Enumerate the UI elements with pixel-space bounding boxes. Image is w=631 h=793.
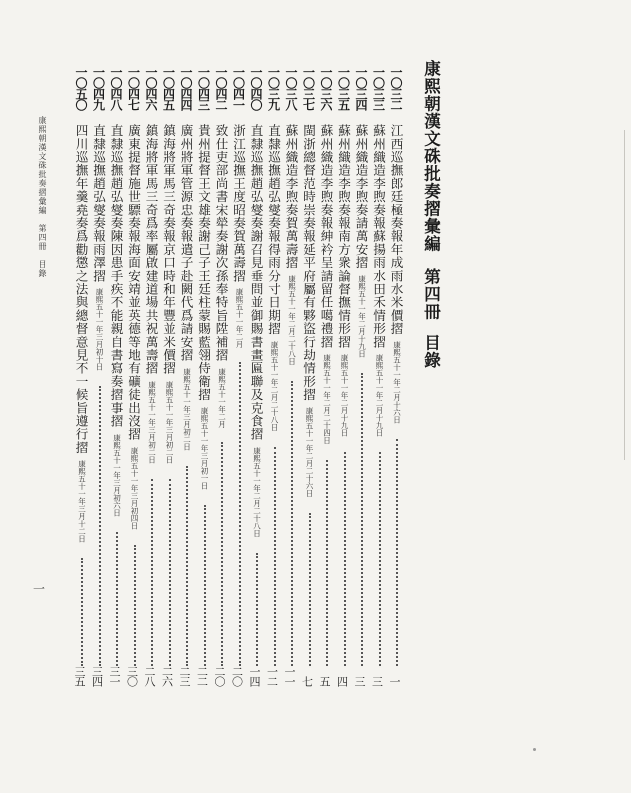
dot-leader	[361, 373, 363, 666]
entry-page: 二三	[178, 666, 191, 686]
entry-page: 二八	[143, 666, 156, 686]
dot-leader	[379, 452, 381, 666]
dot-leader	[326, 460, 328, 666]
toc-entry	[231, 66, 250, 686]
entry-date: 康熙五十一年二月二十八日	[252, 446, 262, 537]
entry-number: 一〇三四	[354, 66, 368, 110]
toc-entry	[196, 66, 215, 686]
toc-entry	[178, 66, 197, 686]
running-footer: 康熙朝漢文硃批奏摺彙編 第四冊 目錄	[38, 116, 47, 278]
toc-entry	[248, 66, 267, 686]
entry-date: 康熙五十一年二月	[217, 367, 227, 428]
dot-leader	[99, 386, 101, 666]
entry-title: 直隸巡撫趙弘燮奏報雨澤摺	[91, 124, 107, 283]
entry-date: 康熙五十一年二月二十八日	[270, 341, 279, 432]
entry-title: 蘇州織造李煦奏賀萬壽摺	[283, 124, 299, 270]
entry-title: 直隸巡撫趙弘燮奏陳因患手疾不能親自書寫奏摺事摺	[108, 124, 124, 428]
entry-title: 蘇州織造李煦奏報蘇揚雨水田禾情形摺	[371, 124, 387, 349]
entry-date: 康熙五十一年二月二十六日	[305, 407, 314, 498]
entry-date: 康熙五十一年二月十六日	[392, 341, 402, 424]
entry-page: 二〇	[213, 666, 226, 686]
entry-date: 康熙五十一年三月初四日	[130, 446, 139, 530]
entry-page: 四	[335, 676, 349, 686]
toc-entry	[371, 66, 390, 686]
entry-date: 康熙五十一年三月初二日	[165, 380, 174, 464]
toc-entry	[388, 66, 407, 686]
entry-title: 直隸巡撫趙弘燮奏報得雨分寸日期摺	[266, 124, 282, 336]
volume-label: 第四冊	[421, 268, 441, 321]
toc-entry	[126, 66, 145, 686]
dot-leader	[116, 532, 118, 666]
page-number: 一	[33, 582, 46, 596]
book-title: 康熙朝漢文硃批奏摺彙編	[421, 60, 441, 253]
entry-title: 蘇州織造李煦奏請萬安摺	[353, 124, 369, 270]
entry-title: 致仕吏部尚書宋犖奏謝次孫奉特旨陞補摺	[213, 124, 229, 362]
entry-title: 四川巡撫年羹堯奏爲勸懲之法與總督意見不一候旨遵行摺	[73, 124, 89, 454]
entry-date: 康熙五十一年二月二十四日	[322, 354, 332, 445]
toc-entry	[108, 66, 127, 686]
entry-page: 一二	[265, 666, 279, 686]
entry-number: 一〇四四	[179, 66, 193, 110]
toc-entry	[266, 66, 285, 686]
dot-leader	[256, 553, 258, 666]
entry-page: 二二	[195, 666, 209, 686]
entry-page: 三	[353, 676, 366, 686]
dot-leader	[221, 442, 223, 666]
entry-page: 三	[370, 676, 384, 686]
entry-number: 一〇四二	[214, 66, 228, 110]
dot-leader	[169, 479, 171, 666]
dot-leader	[151, 479, 153, 666]
entry-title: 江西巡撫郎廷極奏報年成雨水米價摺	[388, 124, 404, 336]
entry-number: 一〇四八	[109, 66, 123, 110]
entry-title: 廣東提督施世驃奏報海面安靖並英德等地有礦徒出沒摺	[126, 124, 142, 441]
entry-number: 一〇三五	[336, 66, 351, 110]
entry-date: 康熙五十一年三月初十日	[95, 288, 104, 371]
entry-page: 三〇	[125, 666, 139, 686]
entry-number: 一〇五〇	[74, 66, 88, 110]
entry-date: 康熙五十一年二月	[235, 288, 244, 349]
entry-number: 一〇四〇	[249, 66, 263, 110]
toc-entry	[353, 66, 372, 686]
scan-speck	[533, 748, 536, 751]
toc-entry	[161, 66, 180, 686]
toc-entry	[91, 66, 110, 686]
entry-title: 廣州將軍管源忠奏報遣子赴闕代爲請安摺	[178, 124, 194, 362]
dot-leader	[81, 558, 83, 666]
toc-entry	[73, 66, 92, 686]
entry-page: 七	[300, 676, 314, 686]
entry-page: 五	[318, 676, 331, 686]
entry-title: 浙江巡撫王度昭奏賀萬壽摺	[231, 124, 247, 283]
dot-leader	[239, 362, 241, 666]
entry-title: 蘇州織造李煦奏報南方衆論督撫情形摺	[336, 124, 352, 349]
toc-entry	[213, 66, 232, 686]
entry-date: 康熙五十一年二月十九日	[357, 275, 367, 358]
toc-entry	[283, 66, 302, 686]
scan-edge-line	[624, 130, 625, 460]
toc-entry	[318, 66, 337, 686]
entry-page: 三四	[90, 666, 104, 686]
entry-number: 一〇三二	[389, 66, 403, 110]
entry-date: 康熙五十一年二月十九日	[340, 354, 349, 437]
dot-leader	[344, 452, 346, 666]
entry-date: 康熙五十一年三月初六日	[112, 433, 122, 517]
entry-number: 一〇四七	[126, 66, 141, 110]
dot-leader	[204, 505, 206, 666]
entry-title: 蘇州織造李煦奏報紳衿呈請留任噶禮摺	[318, 124, 334, 349]
dot-leader	[396, 439, 398, 666]
entry-title: 貴州提督王文雄奏謝己子王廷柱蒙賜藍翎侍衛摺	[196, 124, 212, 402]
entry-number: 一〇三九	[266, 66, 281, 110]
entry-date: 康熙五十一年三月初二日	[147, 380, 157, 464]
entry-title: 鎮海將軍馬三奇爲率屬啟建道場共祝萬壽摺	[143, 124, 159, 375]
toc-entry	[336, 66, 355, 686]
dot-leader	[274, 447, 276, 666]
entry-date: 康熙五十一年二月二十八日	[287, 275, 297, 366]
entry-number: 一〇三七	[301, 66, 316, 110]
entry-page: 三一	[108, 666, 121, 686]
dot-leader	[134, 545, 136, 666]
entry-number: 一〇三六	[319, 66, 333, 110]
entry-date: 康熙五十一年三月初二日	[182, 367, 192, 451]
dot-leader	[291, 381, 293, 666]
entry-number: 一〇四五	[161, 66, 176, 110]
entry-number: 一〇四九	[91, 66, 106, 110]
entry-title: 直隸巡撫趙弘燮奏謝召見垂問並御賜書畫匾聯及克食摺	[248, 124, 264, 441]
section-label: 目錄	[421, 334, 441, 369]
entry-date: 康熙五十一年二月十九日	[375, 354, 384, 437]
toc-entry	[143, 66, 162, 686]
entry-number: 一〇三八	[284, 66, 298, 110]
entry-number: 一〇四三	[196, 66, 211, 110]
entry-date: 康熙五十一年三月初一日	[200, 407, 209, 490]
dot-leader	[309, 513, 311, 666]
entry-page: 一	[388, 676, 401, 686]
entry-title: 閩浙總督范時崇奏報延平府屬有夥盜行劫情形摺	[301, 124, 317, 402]
entry-page: 一一	[283, 666, 296, 686]
entry-number: 一〇四一	[231, 66, 246, 110]
entry-number: 一〇四六	[144, 66, 158, 110]
entry-page: 一四	[248, 666, 261, 686]
toc-entry	[301, 66, 320, 686]
entry-page: 三五	[73, 666, 86, 686]
entry-date: 康熙五十一年三月十二日	[77, 460, 87, 543]
entry-title: 鎮海將軍馬三奇奏報京口時和年豐並米價摺	[161, 124, 177, 375]
entry-number: 一〇三三	[371, 66, 386, 110]
dot-leader	[186, 466, 188, 666]
entry-page: 二六	[160, 666, 174, 686]
entry-page: 二〇	[230, 666, 244, 686]
